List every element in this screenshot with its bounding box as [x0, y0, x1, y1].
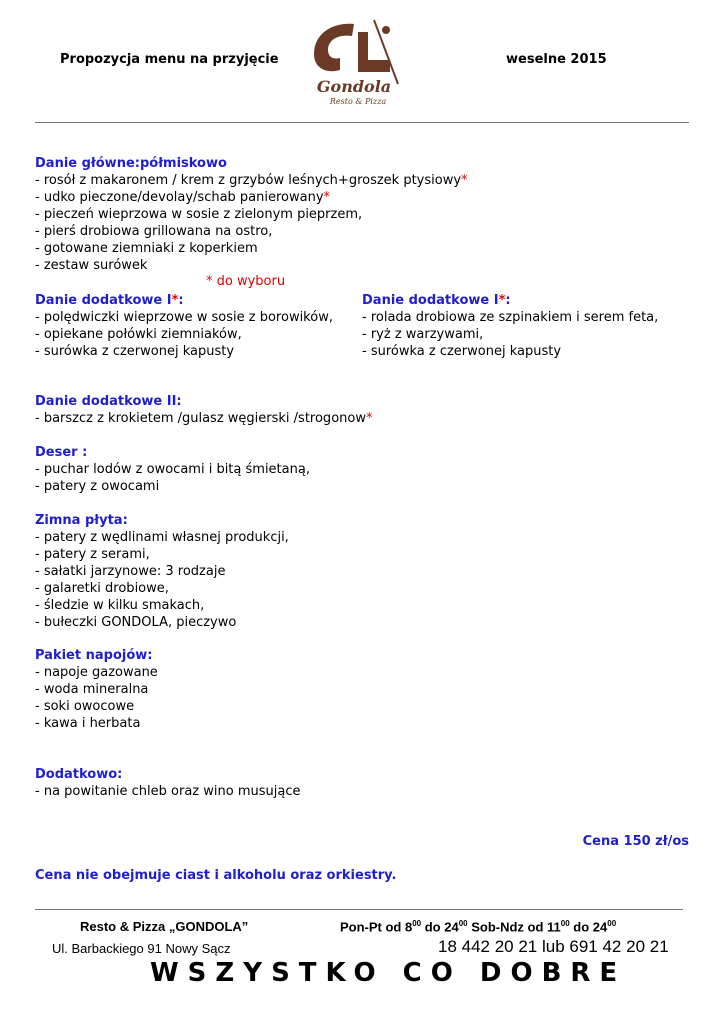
footer-slogan: WSZYSTKO CO DOBRE — [150, 958, 627, 988]
footer-restaurant-name: Resto & Pizza „GONDOLA” — [80, 919, 249, 934]
list-item: - pierś drobiowa grillowana na ostro, — [35, 224, 273, 239]
extra-dishes-right — [362, 292, 658, 360]
list-item: - galaretki drobiowe, — [35, 581, 169, 596]
additional-heading: Dodatkowo: — [35, 767, 123, 782]
list-item: - surówka z czerwonej kapusty — [362, 344, 562, 359]
list-item: - kawa i herbata — [35, 716, 141, 731]
price-label: Cena 150 zł/os — [582, 834, 689, 849]
list-item: - na powitanie chleb oraz wino musujące — [35, 784, 301, 799]
dessert-section — [35, 444, 310, 495]
header-rule — [35, 122, 689, 123]
choice-note: * do wyboru — [206, 274, 286, 289]
cold-plate-heading: Zimna płyta: — [35, 513, 128, 528]
list-item: - soki owocowe — [35, 699, 135, 714]
list-item: - bułeczki GONDOLA, pieczywo — [35, 615, 237, 630]
drinks-section — [35, 647, 158, 732]
header-left-text: Propozycja menu na przyjęcie — [60, 52, 279, 67]
gondola-logo — [302, 18, 406, 108]
list-item: - napoje gazowane — [35, 665, 158, 680]
list-item: - rolada drobiowa ze szpinakiem i serem feta, — [362, 310, 659, 325]
header-right-text: weselne 2015 — [506, 52, 607, 67]
dessert-heading: Deser : — [35, 445, 88, 460]
main-dishes-heading: Danie główne:półmiskowo — [35, 156, 227, 171]
list-item: - patery z serami, — [35, 547, 150, 562]
list-item: - barszcz z krokietem /gulasz węgierski /strogonow* — [35, 411, 373, 426]
list-item: - patery z wędlinami własnej produkcji, — [35, 530, 289, 545]
list-item: - opiekane połówki ziemniaków, — [35, 327, 242, 342]
drinks-heading: Pakiet napojów: — [35, 648, 153, 663]
list-item: - surówka z czerwonej kapusty — [35, 344, 235, 359]
extra-2-heading: Danie dodatkowe II: — [35, 394, 182, 409]
list-item: - pieczeń wieprzowa w sosie z zielonym pieprzem, — [35, 207, 363, 222]
extra-dishes-left — [35, 292, 333, 360]
list-item: - puchar lodów z owocami i bitą śmietaną, — [35, 462, 310, 477]
extra-left-heading: Danie dodatkowe I*: — [35, 293, 184, 308]
logo-text: Gondola — [316, 77, 392, 96]
list-item: - woda mineralna — [35, 682, 149, 697]
additional-section — [35, 766, 300, 800]
list-item: - gotowane ziemniaki z koperkiem — [35, 241, 258, 256]
list-item: - udko pieczone/devolay/schab panierowany* — [35, 190, 331, 205]
list-item: - patery z owocami — [35, 479, 160, 494]
price-disclaimer: Cena nie obejmuje ciast i alkoholu oraz orkiestry. — [35, 868, 397, 883]
list-item: - śledzie w kilku smakach, — [35, 598, 205, 613]
logo-c-shape — [314, 24, 354, 71]
list-item: - polędwiczki wieprzowe w sosie z borowików, — [35, 310, 333, 325]
list-item: - sałatki jarzynowe: 3 rodzaje — [35, 564, 226, 579]
footer-address: Ul. Barbackiego 91 Nowy Sącz — [52, 941, 231, 956]
list-item: - ryż z warzywami, — [362, 327, 484, 342]
footer-rule — [35, 909, 683, 910]
logo-head — [382, 26, 390, 34]
list-item: - rosół z makaronem / krem z grzybów leśnych+groszek ptysiowy* — [35, 173, 468, 188]
footer-phone: 18 442 20 21 lub 691 42 20 21 — [438, 937, 669, 956]
footer-opening-hours: Pon-Pt od $8^{00}$ do $24^{00}$ Sob-Ndz od $11^{00}$ do $24^{00}$ — [340, 919, 617, 935]
extra-dishes-2 — [35, 393, 372, 427]
logo-subtext: Resto & Pizza — [329, 97, 387, 106]
main-dishes-section — [35, 155, 468, 274]
cold-plate-section — [35, 512, 289, 631]
list-item: - zestaw surówek — [35, 258, 148, 273]
extra-right-heading: Danie dodatkowe I*: — [362, 293, 511, 308]
